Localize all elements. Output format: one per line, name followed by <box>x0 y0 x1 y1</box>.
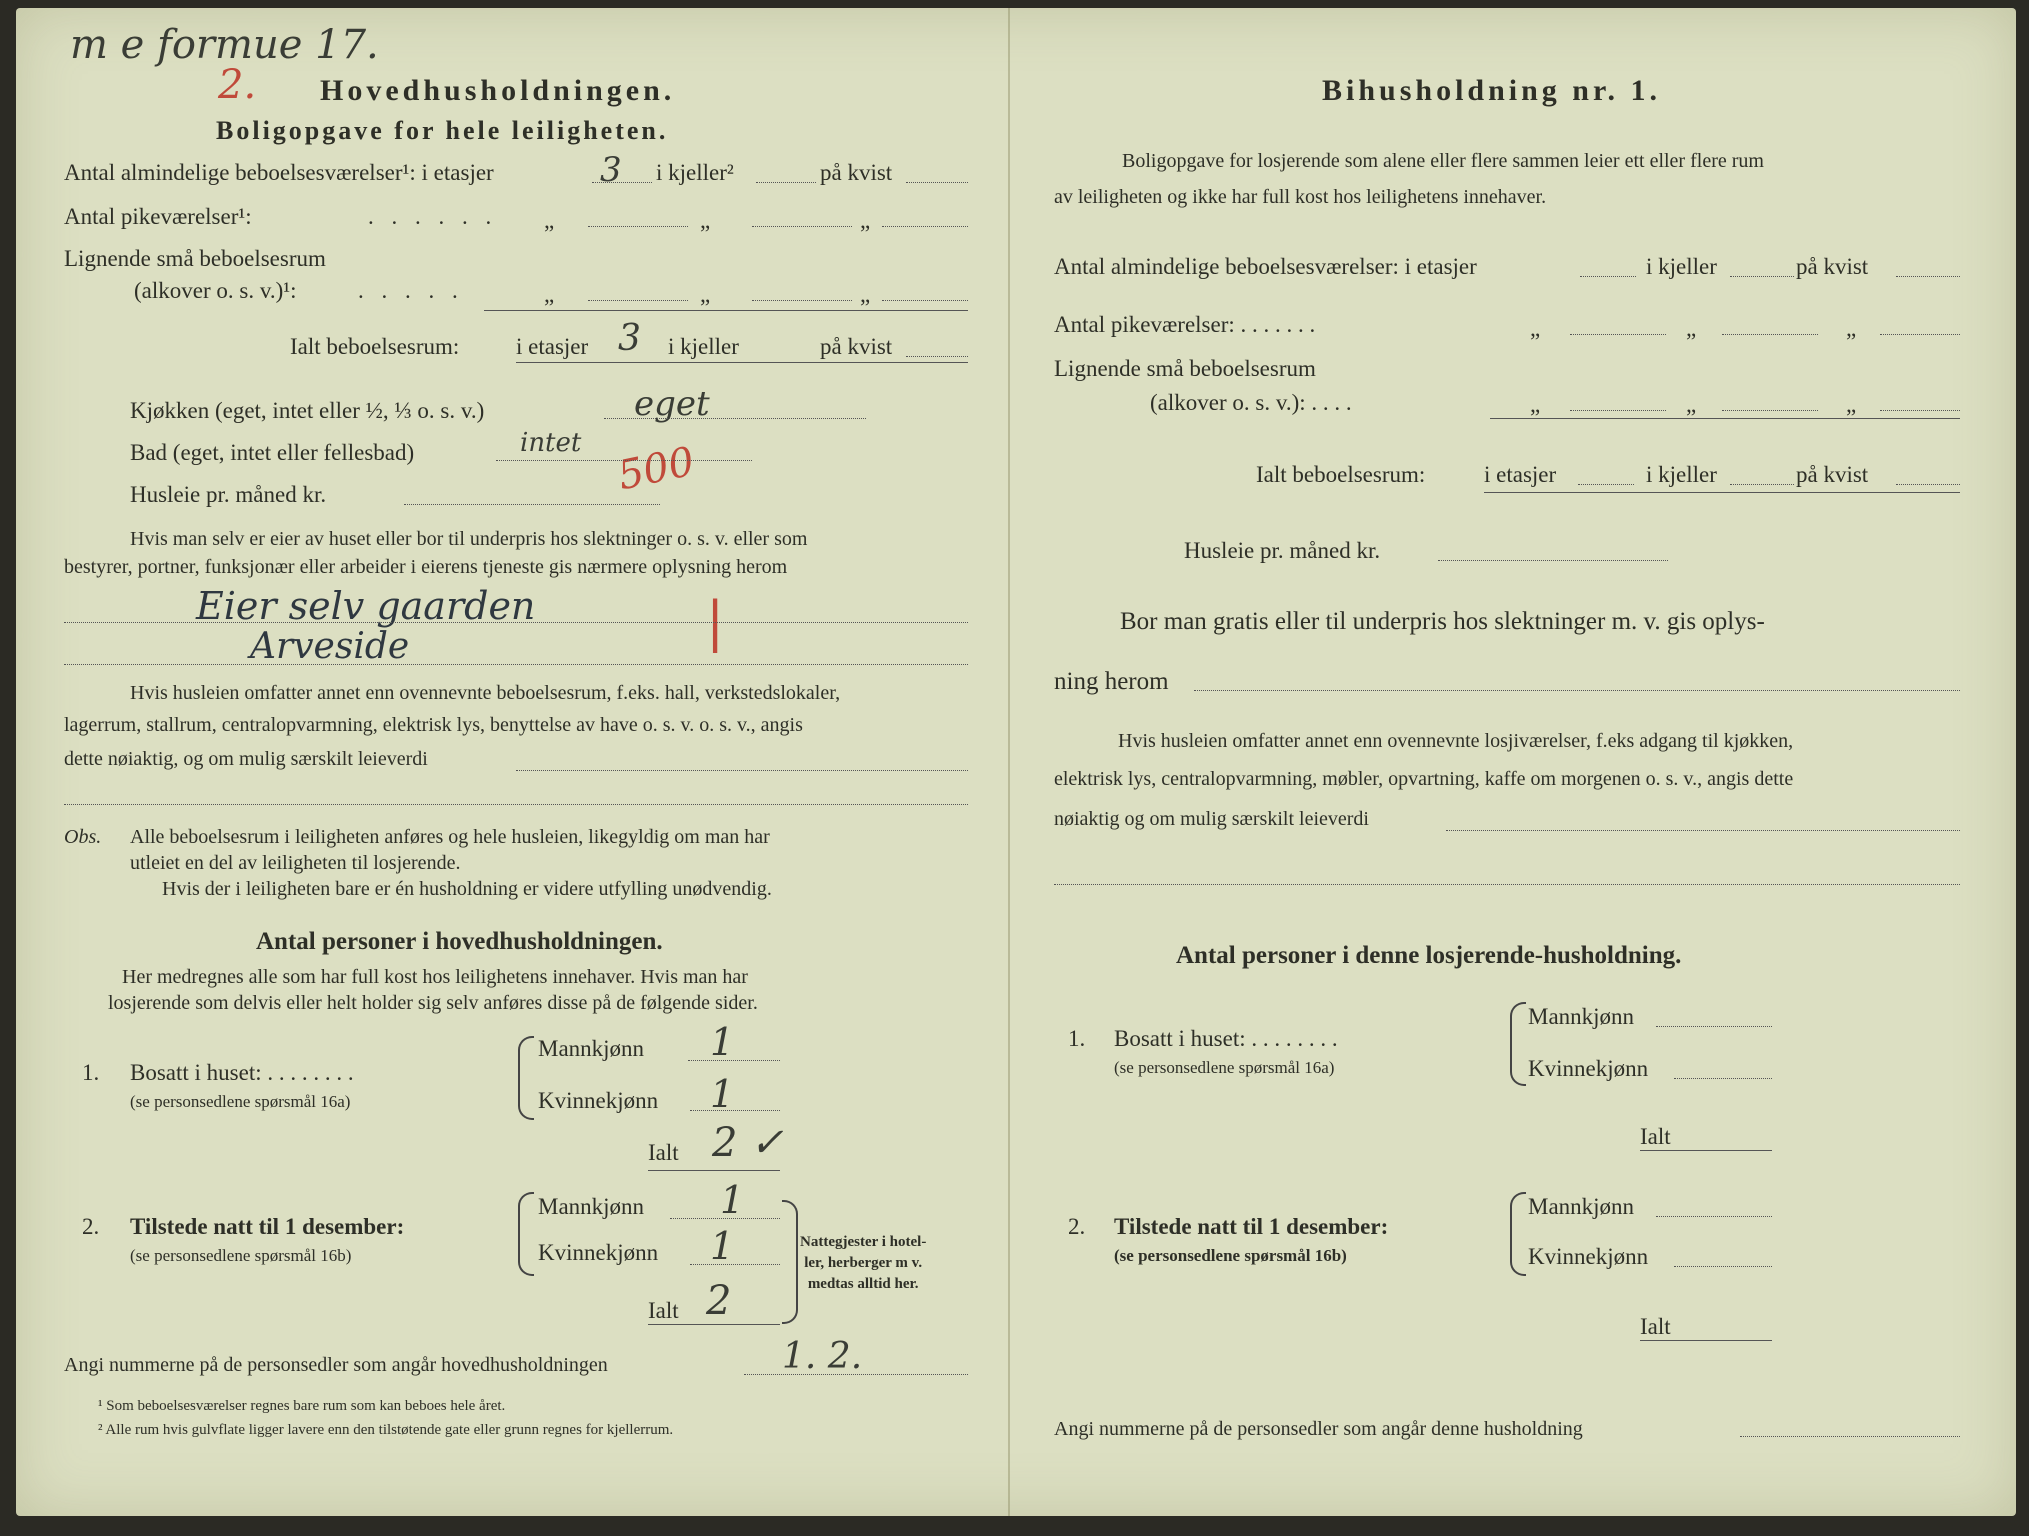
left-rooms-kvist-field[interactable] <box>906 182 968 183</box>
left-incl-field-2[interactable] <box>64 804 968 805</box>
right-page-title: Bihusholdning nr. 1. <box>1322 74 1662 107</box>
left-q1-kvinne-field[interactable] <box>690 1110 780 1111</box>
left-footnote-1: ¹ Som beboelsesværelser regnes bare rum som kan beboes hele året. <box>98 1398 506 1414</box>
left-maid-rooms-label: Antal pikeværelser¹: <box>64 204 252 229</box>
right-maid-kvist-field[interactable] <box>1880 334 1960 335</box>
right-small-rooms-label: Lignende små beboelsesrum <box>1054 356 1316 381</box>
left-rooms-kjeller-field[interactable] <box>756 182 816 183</box>
left-guests-note-1: Nattegjester i hotel- <box>800 1234 927 1250</box>
left-maid-ditto-1: „ <box>544 208 555 233</box>
left-q2-ialt-value: 2 <box>706 1278 732 1324</box>
left-obs-label: Obs. <box>64 826 102 848</box>
right-rooms-kjeller-label: i kjeller <box>1646 254 1717 279</box>
right-q1-mann-label: Mannkjønn <box>1528 1004 1635 1029</box>
right-small-ditto-1: „ <box>1530 392 1541 417</box>
left-rooms-etasjer-value: 3 <box>600 150 622 190</box>
left-maid-ditto-2: „ <box>700 208 711 233</box>
right-total-kvist-field[interactable] <box>1896 484 1960 485</box>
right-numbers-field[interactable] <box>1740 1436 1960 1437</box>
right-q2-number: 2. <box>1068 1214 1086 1239</box>
left-incl-text-1: Hvis husleien omfatter annet enn ovennevnte beboelsesrum, f.eks. hall, verkstedslokaler, <box>130 682 841 704</box>
right-intro-2: av leiligheten og ikke har full kost hos leilighetens innehaver. <box>1054 186 1547 208</box>
left-numbers-field[interactable] <box>744 1374 968 1375</box>
left-persons-text-2: losjerende som delvis eller helt holder sig selv anføres disse på de følgende sider. <box>108 992 758 1014</box>
left-guests-note <box>800 1232 926 1295</box>
left-q1-mann-label: Mannkjønn <box>538 1036 645 1061</box>
right-q1-kvinne-field[interactable] <box>1674 1078 1772 1079</box>
left-page-title: Hovedhusholdningen. <box>320 74 676 107</box>
right-rooms-label: Antal almindelige beboelsesværelser: i etasjer <box>1054 254 1477 279</box>
left-q2-mann-value: 1 <box>720 1178 745 1222</box>
right-incl-field-1[interactable] <box>1446 830 1960 831</box>
handwritten-top-note: m e formue 17. <box>70 22 379 68</box>
right-maid-ditto-3: „ <box>1846 316 1857 341</box>
red-handwritten-price: 500 <box>614 438 699 500</box>
right-small-kjeller-field[interactable] <box>1722 410 1818 411</box>
right-q1-kvinne-label: Kvinnekjønn <box>1528 1056 1649 1081</box>
right-rooms-kvist-label: på kvist <box>1796 254 1869 279</box>
right-small-kvist-field[interactable] <box>1880 410 1960 411</box>
left-persons-text-1: Her medregnes alle som har full kost hos leilighetens innehaver. Hvis man har <box>122 966 748 988</box>
left-kitchen-field[interactable] <box>604 418 866 419</box>
right-q1-number: 1. <box>1068 1026 1086 1051</box>
left-guests-note-2: ler, herberger m v. <box>804 1255 923 1271</box>
red-handwritten-mark: | <box>706 590 725 653</box>
left-small-rooms-sub: (alkover o. s. v.)¹: <box>134 278 297 303</box>
left-q2-sub: (se personsedlene spørsmål 16b) <box>130 1246 352 1265</box>
left-total-kjeller-label: i kjeller <box>668 334 739 359</box>
right-q2-brace <box>1510 1192 1526 1276</box>
right-q2-ialt-line <box>1640 1340 1772 1341</box>
left-bath-value: intet <box>520 428 582 458</box>
left-obs-text-1: Alle beboelsesrum i leiligheten anføres og hele husleien, likegyldig om man har <box>130 826 770 848</box>
left-q1-brace <box>518 1036 534 1120</box>
left-numbers-value: 1. 2. <box>782 1336 863 1377</box>
left-total-underline <box>516 362 968 363</box>
right-incl-text-1: Hvis husleien omfatter annet enn ovennevnte losjiværelser, f.eks adgang til kjøkken, <box>1118 730 1794 752</box>
left-q2-mann-label: Mannkjønn <box>538 1194 645 1219</box>
right-q2-ialt-label: Ialt <box>1640 1314 1671 1339</box>
right-small-rooms-sub: (alkover o. s. v.): . . . . <box>1150 390 1352 415</box>
right-q2-label: Tilstede natt til 1 desember: <box>1114 1214 1389 1239</box>
left-q1-kvinne-label: Kvinnekjønn <box>538 1088 659 1113</box>
right-incl-text-3: nøiaktig og om mulig særskilt leieverdi <box>1054 808 1369 830</box>
left-incl-text-3: dette nøiaktig, og om mulig særskilt leieverdi <box>64 748 428 770</box>
right-gratis-text-1: Bor man gratis eller til underpris hos slektninger m. v. gis oplys- <box>1120 608 1765 635</box>
left-page-subtitle: Boligopgave for hele leiligheten. <box>216 116 669 145</box>
left-rooms-kvist-label: på kvist <box>820 160 893 185</box>
left-rooms-kjeller-label: i kjeller² <box>656 160 734 185</box>
left-small-rooms-label: Lignende små beboelsesrum <box>64 246 326 271</box>
left-owner-handwriting-2: Arveside <box>250 626 410 667</box>
left-small-kvist-field[interactable] <box>882 300 968 301</box>
left-q1-ialt-line <box>648 1170 780 1171</box>
red-handwritten-number: 2. <box>218 62 257 108</box>
left-owner-field-2[interactable] <box>64 664 968 665</box>
right-intro-1: Boligopgave for losjerende som alene eller flere sammen leier ett eller flere rum <box>1122 150 1764 172</box>
right-rent-label: Husleie pr. måned kr. <box>1184 538 1381 563</box>
right-maid-ditto-2: „ <box>1686 316 1697 341</box>
right-q2-sub: (se personsedlene spørsmål 16b) <box>1114 1246 1347 1265</box>
left-q1-sub: (se personsedlene spørsmål 16a) <box>130 1092 351 1111</box>
left-small-ditto-3: „ <box>860 282 871 307</box>
right-gratis-field[interactable] <box>1194 690 1960 691</box>
left-q2-ialt-label: Ialt <box>648 1298 679 1323</box>
right-numbers-label: Angi nummerne på de personsedler som angår denne husholdning <box>1054 1418 1583 1440</box>
left-incl-text-2: lagerrum, stallrum, centralopvarmning, elektrisk lys, benyttelse av have o. s. v. o. s. v., angis <box>64 714 803 736</box>
left-total-label: Ialt beboelsesrum: <box>290 334 460 359</box>
right-q1-brace <box>1510 1002 1526 1086</box>
page-fold <box>1008 8 1010 1516</box>
left-numbers-label: Angi nummerne på de personsedler som angår hovedhusholdningen <box>64 1354 608 1376</box>
right-persons-title: Antal personer i denne losjerende-husholdning. <box>1176 942 1682 969</box>
left-q2-mann-field[interactable] <box>670 1218 780 1219</box>
left-q2-kvinne-field[interactable] <box>690 1264 780 1265</box>
right-rooms-kvist-field[interactable] <box>1896 276 1960 277</box>
left-q1-mann-value: 1 <box>710 1020 735 1064</box>
right-total-label: Ialt beboelsesrum: <box>1256 462 1426 487</box>
left-owner-text-2: bestyrer, portner, funksjonær eller arbeider i eierens tjeneste gis nærmere oplysning herom <box>64 556 788 578</box>
right-maid-rooms-label: Antal pikeværelser: . . . . . . . <box>1054 312 1316 337</box>
left-maid-etasjer-field[interactable] <box>588 226 688 227</box>
right-rooms-etasjer-field[interactable] <box>1580 276 1636 277</box>
left-q1-label: Bosatt i huset: . . . . . . . . <box>130 1060 354 1085</box>
right-q1-label: Bosatt i huset: . . . . . . . . <box>1114 1026 1338 1051</box>
left-q2-ialt-line <box>648 1324 780 1325</box>
left-q1-number: 1. <box>82 1060 100 1085</box>
right-maid-ditto-1: „ <box>1530 316 1541 341</box>
left-total-etasjer-value: 3 <box>618 318 641 359</box>
right-q2-mann-label: Mannkjønn <box>1528 1194 1635 1219</box>
left-small-etasjer-field[interactable] <box>588 300 688 301</box>
right-total-kvist-label: på kvist <box>1796 462 1869 487</box>
left-rent-label: Husleie pr. måned kr. <box>130 482 327 507</box>
right-small-ditto-3: „ <box>1846 392 1857 417</box>
right-q1-ialt-line <box>1640 1150 1772 1151</box>
left-q2-label: Tilstede natt til 1 desember: <box>130 1214 405 1239</box>
right-q1-sub: (se personsedlene spørsmål 16a) <box>1114 1058 1335 1077</box>
left-q2-right-brace <box>782 1200 798 1324</box>
left-total-etasjer-label: i etasjer <box>516 334 589 359</box>
right-q2-kvinne-label: Kvinnekjønn <box>1528 1244 1649 1269</box>
left-q2-kvinne-value: 1 <box>710 1224 735 1268</box>
left-q1-mann-field[interactable] <box>688 1060 780 1061</box>
right-small-etasjer-field[interactable] <box>1570 410 1666 411</box>
right-gratis-text-2: ning herom <box>1054 668 1169 695</box>
left-rent-field[interactable] <box>404 504 660 505</box>
right-total-underline <box>1484 492 1960 493</box>
left-rooms-label: Antal almindelige beboelsesværelser¹: i etasjer <box>64 160 494 185</box>
left-small-rooms-dots: . . . . . <box>358 278 464 303</box>
left-total-kvist-field[interactable] <box>906 356 968 357</box>
left-maid-kvist-field[interactable] <box>882 226 968 227</box>
right-small-rooms-line <box>1490 418 1960 419</box>
left-small-rooms-line <box>484 310 968 311</box>
left-q1-ialt-value: 2 ✓ <box>712 1120 784 1166</box>
left-total-kvist-label: på kvist <box>820 334 893 359</box>
left-maid-kjeller-field[interactable] <box>752 226 852 227</box>
right-rooms-kjeller-field[interactable] <box>1730 276 1794 277</box>
left-obs-text-2: utleiet en del av leiligheten til losjerende. <box>130 852 461 874</box>
left-q2-brace <box>518 1192 534 1276</box>
left-q2-kvinne-label: Kvinnekjønn <box>538 1240 659 1265</box>
left-bath-label: Bad (eget, intet eller fellesbad) <box>130 440 415 465</box>
left-bath-field[interactable] <box>496 460 752 461</box>
left-small-kjeller-field[interactable] <box>752 300 852 301</box>
left-persons-title: Antal personer i hovedhusholdningen. <box>256 928 663 955</box>
left-q1-ialt-label: Ialt <box>648 1140 679 1165</box>
left-owner-text-1: Hvis man selv er eier av huset eller bor til underpris hos slektninger o. s. v. eller som <box>130 528 808 550</box>
right-q1-ialt-label: Ialt <box>1640 1124 1671 1149</box>
right-small-ditto-2: „ <box>1686 392 1697 417</box>
left-kitchen-label: Kjøkken (eget, intet eller ½, ⅓ o. s. v.) <box>130 398 485 423</box>
left-small-ditto-2: „ <box>700 282 711 307</box>
left-q1-kvinne-value: 1 <box>710 1072 735 1116</box>
right-incl-text-2: elektrisk lys, centralopvarmning, møbler, opvartning, kaffe om morgenen o. s. v., angis dette <box>1054 768 1794 790</box>
left-owner-field-1[interactable] <box>64 622 968 623</box>
right-maid-kjeller-field[interactable] <box>1722 334 1818 335</box>
right-rent-field[interactable] <box>1438 560 1668 561</box>
right-total-kjeller-label: i kjeller <box>1646 462 1717 487</box>
left-small-ditto-1: „ <box>544 282 555 307</box>
right-total-etasjer-label: i etasjer <box>1484 462 1557 487</box>
right-q2-kvinne-field[interactable] <box>1674 1266 1772 1267</box>
right-total-kjeller-field[interactable] <box>1730 484 1794 485</box>
left-kitchen-value: eget <box>634 384 710 424</box>
left-incl-field-1[interactable] <box>516 770 968 771</box>
left-maid-rooms-dots: . . . . . . <box>368 204 498 229</box>
left-maid-ditto-3: „ <box>860 208 871 233</box>
left-guests-note-3: medtas alltid her. <box>807 1276 919 1292</box>
left-owner-handwriting-1: Eier selv gaarden <box>196 584 536 628</box>
left-q2-number: 2. <box>82 1214 100 1239</box>
right-q1-mann-field[interactable] <box>1656 1026 1772 1027</box>
left-obs-text-3: Hvis der i leiligheten bare er én husholdning er videre utfylling unødvendig. <box>162 878 772 900</box>
right-q2-mann-field[interactable] <box>1656 1216 1772 1217</box>
left-footnote-2: ² Alle rum hvis gulvflate ligger lavere enn den tilstøtende gate eller grunn regnes for kjellerrum. <box>98 1422 674 1438</box>
right-incl-field-2[interactable] <box>1054 884 1960 885</box>
right-total-etasjer-field[interactable] <box>1578 484 1634 485</box>
right-maid-etasjer-field[interactable] <box>1570 334 1666 335</box>
